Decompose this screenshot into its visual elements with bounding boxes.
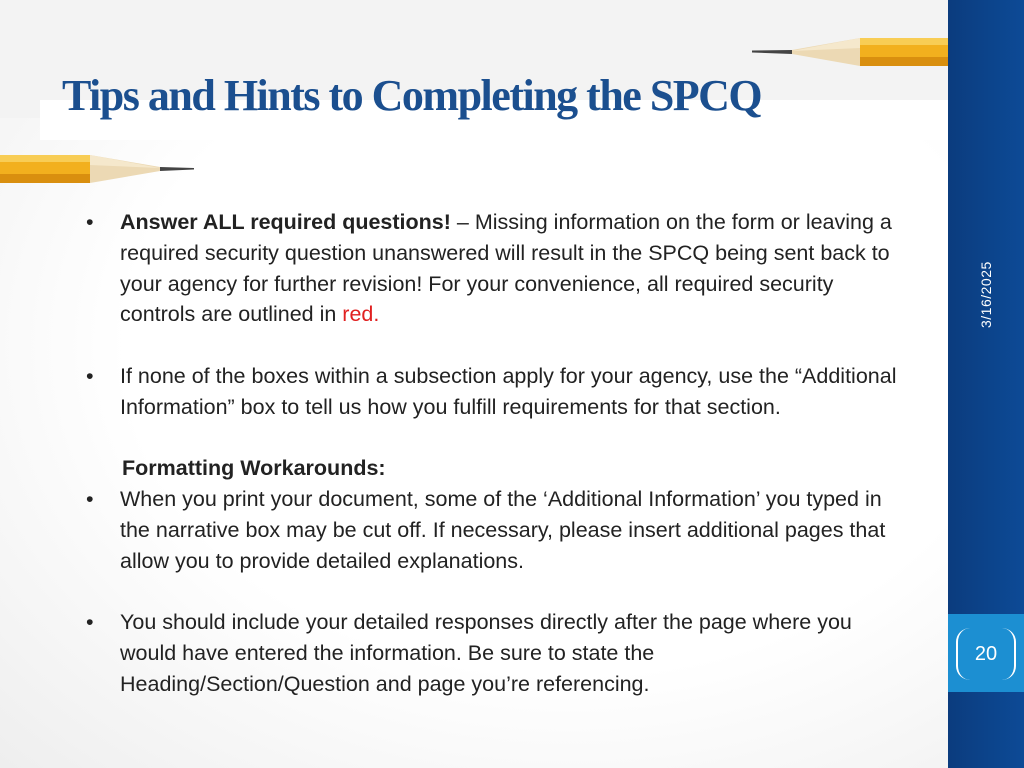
bullet-icon: • [86,363,94,388]
red-emphasis: red. [342,302,380,327]
bullet-icon: • [86,487,94,512]
bullet-item-additional-information [82,361,902,423]
page-number: 20 [956,628,1016,680]
bullet-item-detailed-responses [82,607,902,699]
bullet-icon: • [86,210,94,234]
formatting-workarounds-heading: Formatting Workarounds: [122,456,386,481]
bullet-text: If none of the boxes within a subsection apply for your agency, use the “Additional Information” box to tell us how you fulfill requirements for that section. [120,363,897,419]
bullet-text: You should include your detailed responses directly after the page where you would have entered the information. Be sure to state the Heading/Section/Question and page you’re referencing. [120,610,852,696]
bullet-bold-lead: Answer ALL required questions! [120,210,451,234]
page-title: Tips and Hints to Completing the SPCQ [62,71,762,120]
bullet-item-required-questions [82,207,902,330]
bullet-text: – Missing information on the form or leaving a required security question unanswered will result in the SPCQ being sent back to your agency for further revision! For your convenience, all required security controls are outlined in [120,210,892,327]
bullet-item-print-cutoff [82,484,902,576]
slide-content [82,207,902,700]
pencil-top-right-icon [752,34,948,70]
slide-date: 3/16/2025 [978,261,994,329]
pencil-left-icon [0,151,196,187]
bullet-text: When you print your document, some of the ‘Additional Information’ you typed in the narrative box may be cut off. If necessary, please insert additional pages that allow you to provide detailed explanations. [120,487,886,573]
bullet-icon: • [86,610,94,635]
